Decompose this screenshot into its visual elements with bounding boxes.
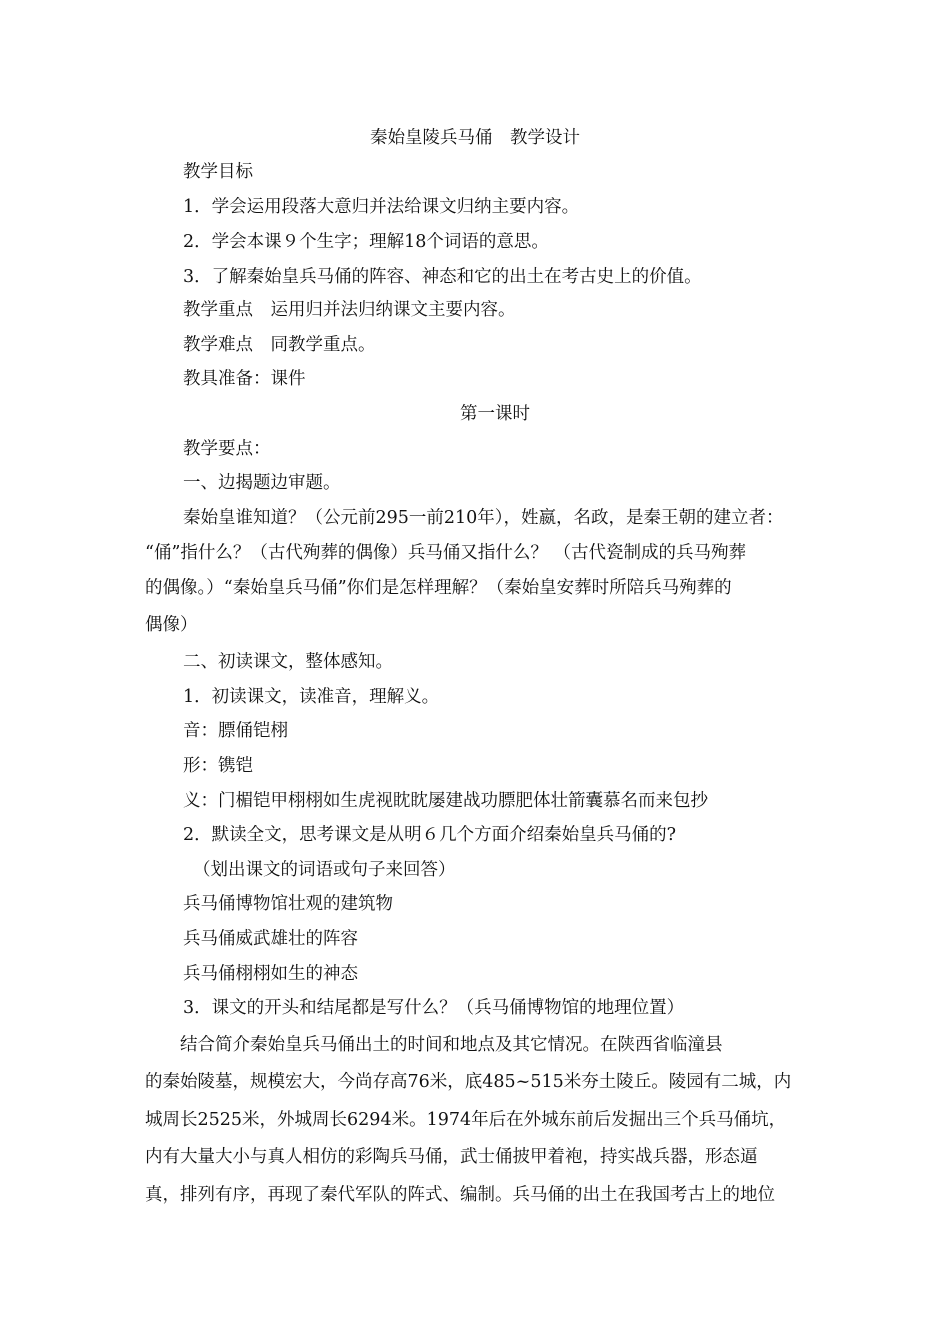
key-point: 教学重点 运用归并法归纳课文主要内容。: [183, 300, 516, 320]
section2-heading: 二、初读课文，整体感知。: [183, 652, 393, 672]
answer-item: 兵马俑威武雄壮的阵容: [183, 929, 358, 949]
answer-item: 兵马俑博物馆壮观的建筑物: [183, 894, 393, 914]
intro-line: 城周长2525米，外城周长6294米。1974年后在外城东前后发掘出三个兵马俑坑，: [145, 1110, 787, 1130]
page-title: 秦始皇陵兵马俑 教学设计: [370, 128, 580, 148]
answer-item: 兵马俑栩栩如生的神态: [183, 964, 358, 984]
section1-heading: 一、边揭题边审题。: [183, 473, 341, 493]
section1-line: 秦始皇谁知道？（公元前295一前210年），姓嬴，名政，是秦王朝的建立者：: [183, 508, 784, 528]
objective-item: 3．了解秦始皇兵马俑的阵容、神态和它的出土在考古史上的价值。: [183, 267, 702, 287]
materials: 教具准备：课件: [183, 369, 306, 389]
section1-line: “俑”指什么？（古代殉葬的偶像）兵马俑又指什么？ （古代瓷制成的兵马殉葬: [145, 543, 746, 563]
step1: 1．初读课文，读准音，理解义。: [183, 687, 440, 707]
lesson-points-heading: 教学要点：: [183, 439, 271, 459]
difficulty: 教学难点 同教学重点。: [183, 335, 376, 355]
shape-line: 形：镌铠: [183, 756, 253, 776]
objective-item: 1．学会运用段落大意归并法给课文归纳主要内容。: [183, 197, 580, 217]
step2: 2．默读全文，思考课文是从明６几个方面介绍秦始皇兵马俑的?: [183, 825, 677, 845]
intro-line: 真，排列有序，再现了秦代军队的阵式、编制。兵马俑的出土在我国考古上的地位: [145, 1185, 775, 1205]
objectives-heading: 教学目标: [183, 162, 253, 182]
meaning-line: 义：门楣铠甲栩栩如生虎视眈眈屡建战功膘肥体壮箭囊慕名而来包抄: [183, 791, 708, 811]
sound-line: 音：膘俑铠栩: [183, 721, 288, 741]
section1-line: 的偶像。）“秦始皇兵马俑”你们是怎样理解？（秦始皇安葬时所陪兵马殉葬的: [145, 578, 732, 598]
objective-item: 2．学会本课９个生字；理解18个词语的意思。: [183, 232, 549, 252]
intro-line: 内有大量大小与真人相仿的彩陶兵马俑，武士俑披甲着袍，持实战兵器，形态逼: [145, 1147, 758, 1167]
section1-line: 偶像）: [145, 615, 198, 635]
intro-line: 的秦始陵墓，规模宏大，今尚存高76米，底485~515米夯土陵丘。陵园有二城，内: [145, 1072, 792, 1092]
step3: 3．课文的开头和结尾都是写什么？（兵马俑博物馆的地理位置）: [183, 998, 685, 1018]
step2-note: （划出课文的词语或句子来回答）: [193, 860, 456, 880]
intro-line: 结合简介秦始皇兵马俑出土的时间和地点及其它情况。在陕西省临潼县: [145, 1035, 723, 1055]
lesson-heading: 第一课时: [460, 404, 530, 424]
